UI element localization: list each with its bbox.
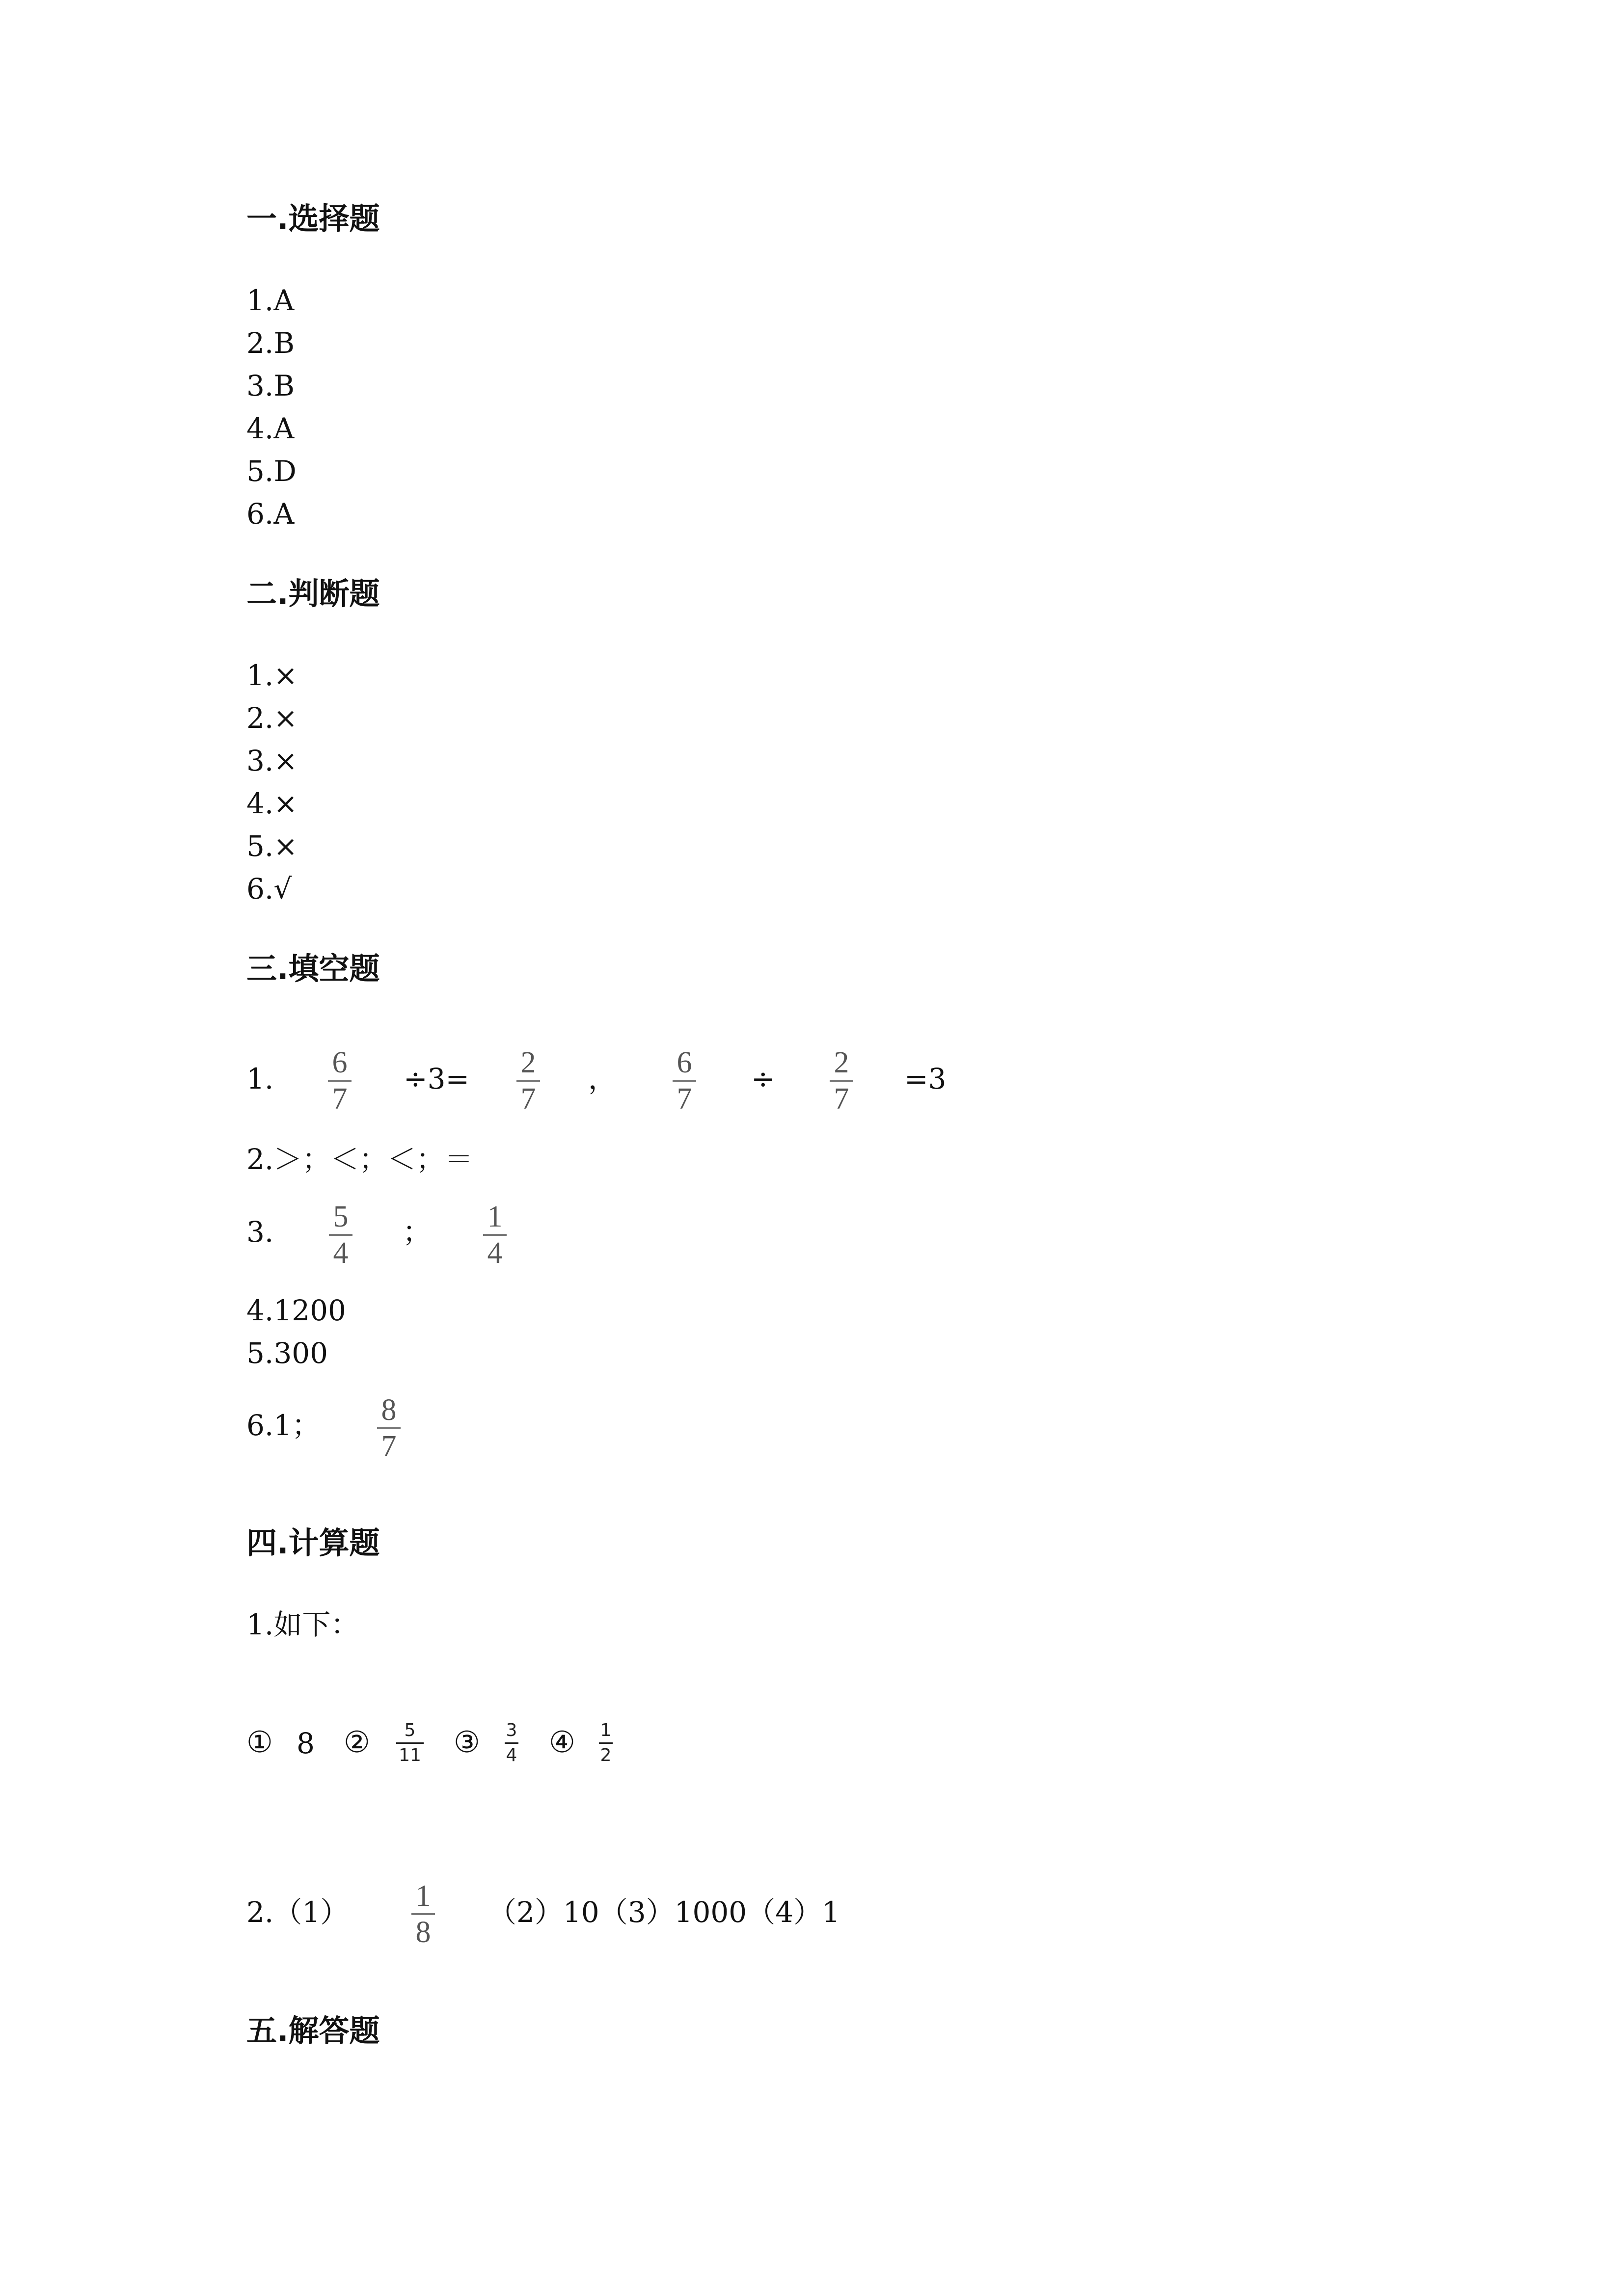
fraction-numerator: 1 (415, 1879, 431, 1913)
fraction-numerator: 1 (600, 1720, 612, 1740)
fill-q1-operator-2: ÷ (751, 1062, 775, 1095)
fraction-denominator: 7 (332, 1082, 348, 1116)
choice-answer-4: 4.A (246, 412, 295, 445)
section-title-choice: 一.选择题 (246, 201, 380, 237)
fill-q3-fraction-1 (326, 1201, 355, 1269)
judge-answer-1: 1.× (246, 659, 298, 692)
calc-q1-fraction-3 (502, 1721, 521, 1765)
fill-q1-separator: ， (588, 1062, 617, 1095)
fill-q3-separator: ； (403, 1215, 432, 1249)
calc-q2-tail: （2）10（3）1000（4）1 (488, 1896, 840, 1929)
section-title-answer: 五.解答题 (246, 2013, 380, 2049)
fraction-numerator: 1 (487, 1200, 503, 1233)
fraction-numerator: 5 (333, 1200, 349, 1233)
fraction-numerator: 2 (520, 1046, 536, 1079)
fraction-numerator: 8 (381, 1393, 397, 1427)
calc-q1-marker-3: ③ (454, 1725, 480, 1760)
fraction-numerator: 6 (332, 1046, 348, 1079)
fill-q4: 4.1200 (246, 1294, 346, 1327)
fill-q3-label: 3. (246, 1215, 274, 1249)
fraction-bar (505, 1742, 518, 1744)
choice-answer-3: 3.B (246, 369, 295, 402)
fill-q2: 2.＞；＜；＜；＝ (246, 1143, 473, 1176)
fraction-bar (673, 1080, 696, 1082)
calc-q1-fraction-2 (393, 1721, 427, 1765)
fraction-bar (328, 1080, 352, 1082)
fill-q1-fraction-2 (514, 1046, 543, 1115)
fill-q1-fraction-4 (827, 1046, 856, 1115)
choice-answer-5: 5.D (246, 454, 297, 488)
fraction-denominator: 2 (600, 1745, 612, 1765)
judge-answer-4: 4.× (246, 787, 298, 820)
calc-q1-marker-4: ④ (549, 1725, 575, 1760)
judge-answer-3: 3.× (246, 744, 298, 777)
section-title-judge: 二.判断题 (246, 576, 380, 612)
calc-q2-fraction (408, 1880, 438, 1949)
fraction-bar (483, 1234, 507, 1236)
fill-q6-label: 6.1； (246, 1409, 321, 1442)
fraction-denominator: 7 (520, 1082, 536, 1116)
fill-q1-fraction-1 (325, 1046, 354, 1115)
fraction-bar (411, 1913, 435, 1915)
fraction-denominator: 7 (381, 1430, 397, 1463)
fraction-denominator: 11 (399, 1745, 421, 1765)
fill-q1-label: 1. (246, 1062, 274, 1095)
calc-q1-value-1: 8 (297, 1727, 315, 1760)
fraction-denominator: 4 (487, 1236, 503, 1270)
choice-answer-1: 1.A (246, 284, 295, 317)
section-title-calc: 四.计算题 (246, 1525, 380, 1561)
fraction-bar (599, 1742, 613, 1744)
fill-q5: 5.300 (246, 1336, 328, 1370)
fraction-bar (516, 1080, 540, 1082)
calc-q1-label: 1.如下： (246, 1608, 359, 1641)
fraction-denominator: 4 (506, 1745, 517, 1765)
fraction-denominator: 4 (333, 1236, 349, 1270)
choice-answer-2: 2.B (246, 326, 295, 360)
judge-answer-6: 6.√ (246, 872, 292, 906)
calc-q2-label: 2.（1） (246, 1896, 349, 1929)
judge-answer-2: 2.× (246, 701, 298, 735)
section-title-fill: 三.填空题 (246, 951, 380, 987)
fraction-numerator: 5 (404, 1720, 416, 1740)
fraction-denominator: 7 (677, 1082, 692, 1116)
fraction-bar (329, 1234, 352, 1236)
fill-q1-tail: =3 (904, 1062, 947, 1095)
calc-q1-fraction-4 (596, 1721, 616, 1765)
fraction-denominator: 8 (415, 1916, 431, 1949)
choice-answer-6: 6.A (246, 497, 295, 531)
fill-q1-operator-1: ÷3= (404, 1062, 470, 1095)
fraction-numerator: 2 (834, 1046, 849, 1079)
fraction-bar (830, 1080, 853, 1082)
calc-q1-marker-1: ① (246, 1725, 273, 1760)
fraction-numerator: 6 (677, 1046, 692, 1079)
fraction-denominator: 7 (834, 1082, 849, 1116)
calc-q1-marker-2: ② (344, 1725, 370, 1760)
fill-q6-fraction (374, 1394, 404, 1463)
fraction-bar (377, 1427, 401, 1429)
fill-q3-fraction-2 (480, 1201, 510, 1269)
fraction-bar (396, 1742, 424, 1744)
fraction-numerator: 3 (506, 1720, 517, 1740)
judge-answer-5: 5.× (246, 829, 298, 863)
fill-q1-fraction-3 (670, 1046, 699, 1115)
